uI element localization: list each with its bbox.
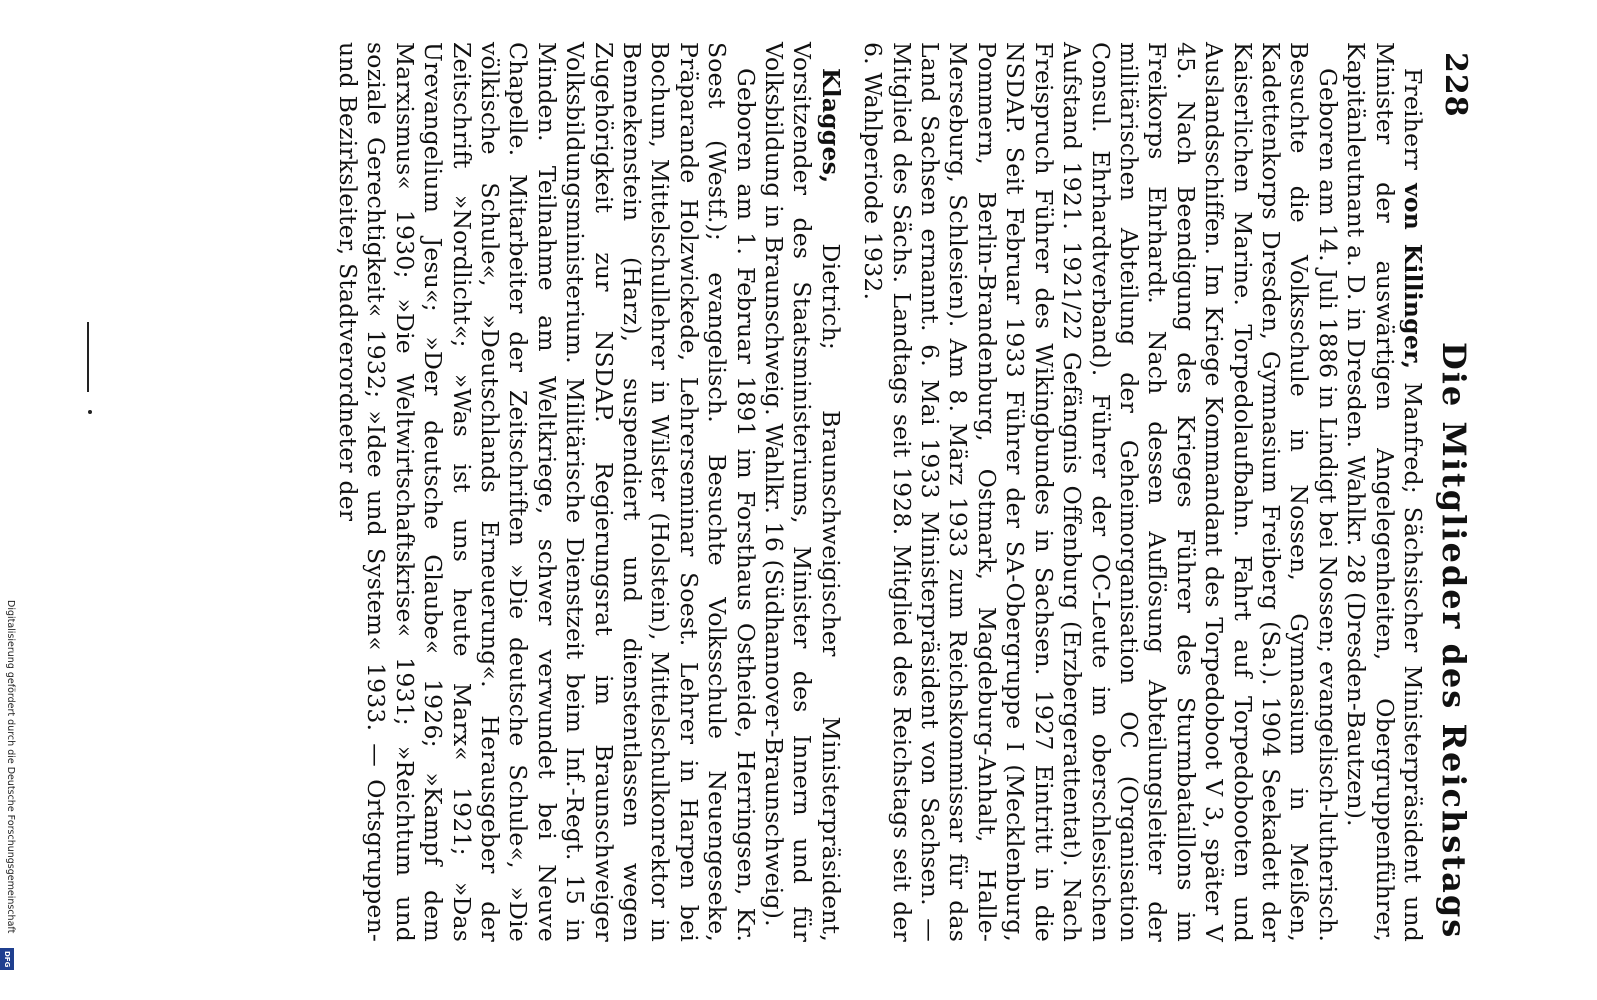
digitization-credit: Digitalisierung gefördert durch die Deutsche Forschungsgemeinschaft [5, 600, 16, 934]
entry-separator [845, 42, 859, 942]
footer-dot [88, 410, 92, 414]
entry-biography: Geboren am 1. Februar 1891 im Forsthaus Ostheide, Herringsen, Kr. Soest (Westf.); evangelisch. Besuchte Volksschule Neuengeseke, Präparande Holzwickede, Lehrerseminar Soest. Lehrer in Harpen bei Bochum, Mittelschullehrer in Wilster (Holstein), Mittelschulkonrektor in Bennekenstein (Harz), suspendiert und dienstentlassen wegen Zugehörigkeit zur NSDAP. Regierungsrat im Braunschweiger Volksbildungsministerium. Militärische Dienstzeit beim Inf.-Regt. 15 in Minden. Teilnahme am Weltkriege, schwer verwundet bei Neuve Chapelle. Mitarbeiter der Zeitschriften »Die deutsche Schule«, »Die völkische Schule«, »Deutschlands Erneuerung«. Herausgeber der Zeitschrift »Nordlicht«; »Was ist uns heute Marx« 1921; »Das Urevangelium Jesu«; »Der deutsche Glaube« 1926; »Kampf dem Marxismus« 1930; »Die Weltwirtschaftskrise« 1931; »Reichtum und soziale Gerechtigkeit« 1932; »Idee und System« 1933. — Ortsgruppen- und Bezirksleiter, Stadtverordneter der [333, 42, 760, 942]
entry-name: Klagges, [816, 68, 845, 184]
entry-heading [760, 42, 845, 942]
name-prefix: Freiherr [1399, 68, 1427, 184]
entry-title: Dietrich; Braunschweigischer Ministerpräsident, Vorsitzender des Staatsministeriums, Minister des Innern und für Volksbildung in Braunschweig. Wahlkr. 16 (Südhannover-Braunschweig). [760, 42, 845, 942]
rotated-page [67, 42, 1477, 942]
entry-name: von Killinger, [1399, 183, 1427, 370]
running-title: Die Mitglieder des Reichstags [1435, 342, 1473, 940]
dfg-logo: DFG [0, 948, 14, 970]
footer-rule [87, 322, 89, 392]
page-number: 228 [1438, 52, 1473, 118]
entry-heading [1342, 42, 1427, 942]
entry-biography: Geboren am 14. Juli 1886 in Lindigt bei Nossen; evangelisch-lutherisch. Besuchte die Volksschule in Nossen, Gymnasium in Meißen, Kadettenkorps Dresden, Gymnasium Freiberg (Sa.). 1904 Seekadett der Kaiserlichen Marine. Torpedolaufbahn. Fahrt auf Torpedobooten und Auslandsschiffen. Im Kriege Kommandant des Torpedoboot V 3, später V 45. Nach Beendigung des Krieges Führer des Sturmbataillons im Freikorps Ehrhardt. Nach dessen Auflösung Abteilungsleiter der militärischen Abteilung der Geheimorganisation OC (Organisation Consul. Ehrhardtverband). Führer der OC-Leute im oberschlesischen Aufstand 1921. 1921/22 Gefängnis Offenburg (Erzbergerattentat). Nach Freispruch Führer des Wikingbundes in Sachsen. 1927 Eintritt in die NSDAP. Seit Februar 1933 Führer der SA-Obergruppe I (Mecklenburg, Pommern, Berlin-Brandenburg, Ostmark, Magdeburg-Anhalt, Halle-Merseburg, Schlesien). Am 8. März 1933 zum Reichskommissar für das Land Sachsen ernannt. 6. Mai 1933 Ministerpräsident von Sachsen. — Mitglied des Sächs. Landtags seit 1928. Mitglied des Reichstags seit der 6. Wahlperiode 1932. [859, 42, 1342, 942]
entry-killinger [859, 42, 1427, 942]
entry-title: Manfred; Sächsischer Ministerpräsident und Minister der auswärtigen Angelegenheiten, Obergruppenführer, Kapitänleutnant a. D. in Dresden. Wahlkr. 28 (Dresden-Bautzen). [1342, 42, 1427, 943]
page-header [1427, 42, 1477, 942]
entry-klagges [334, 42, 845, 942]
